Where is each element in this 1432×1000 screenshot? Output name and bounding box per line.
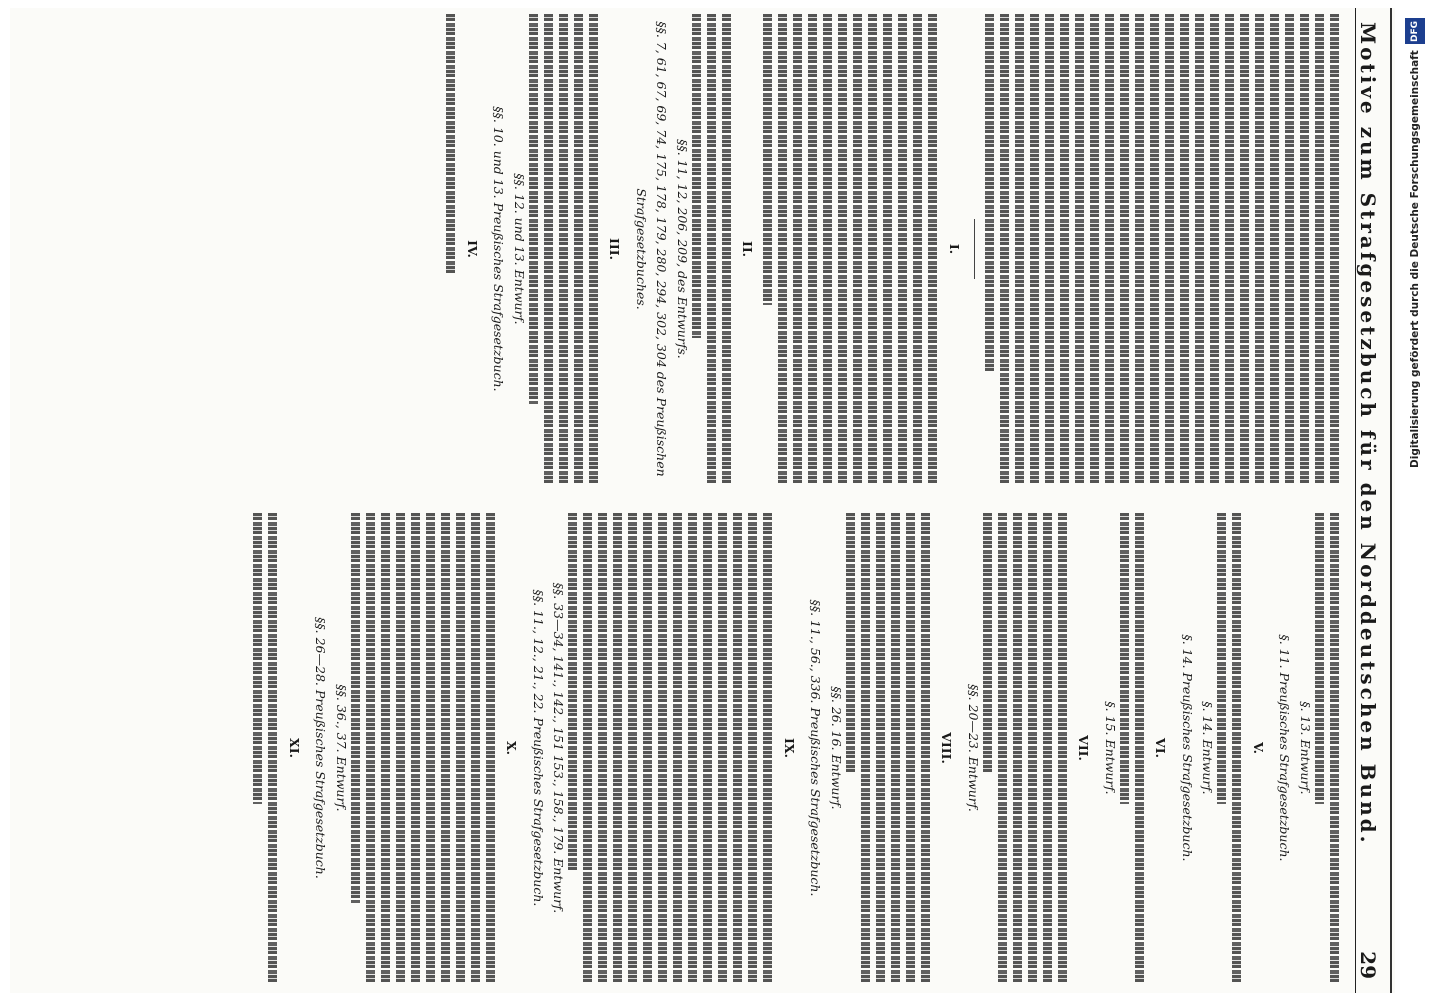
section-heading: XI. — [287, 738, 302, 758]
illegible-text-line — [1058, 513, 1067, 983]
page-header — [1355, 8, 1395, 993]
illegible-text-line — [1028, 513, 1037, 983]
illegible-text-line — [985, 14, 994, 371]
illegible-text-line — [983, 513, 992, 772]
right-text-column — [25, 513, 1345, 983]
section-heading: II. — [740, 240, 756, 258]
illegible-text-line — [366, 513, 375, 983]
statute-reference: §§. 26. 16. Entwurf. — [829, 686, 844, 810]
illegible-text-line — [1015, 14, 1024, 484]
illegible-text-line — [884, 14, 893, 484]
illegible-text-line — [1315, 14, 1324, 484]
illegible-text-line — [1090, 14, 1099, 484]
illegible-text-line — [584, 513, 593, 983]
illegible-text-line — [794, 14, 803, 484]
illegible-text-line — [1075, 14, 1084, 484]
illegible-text-line — [1013, 513, 1022, 983]
statute-reference: §. 14. Preußisches Strafgesetzbuch. — [1180, 634, 1195, 862]
illegible-text-line — [921, 513, 930, 983]
section-heading: V. — [1251, 742, 1266, 754]
illegible-text-line — [441, 513, 450, 983]
illegible-text-line — [599, 513, 608, 983]
illegible-text-line — [644, 513, 653, 983]
illegible-text-line — [929, 14, 938, 484]
illegible-text-line — [1120, 14, 1129, 484]
statute-reference: §§. 11, 12, 206, 209, des Entwurfs. — [675, 139, 690, 359]
illegible-text-line — [629, 513, 638, 983]
credit-text: Digitalisierung gefördert durch die Deutsche Forschungsgemeinschaft — [1409, 50, 1421, 468]
illegible-text-line — [269, 513, 278, 983]
section-heading: IX. — [782, 738, 797, 758]
statute-reference: §§. 7, 61, 67, 69, 74, 175, 178, 179, 280, 294, 302, 304 des Preußischen Strafgesetzbuches. — [634, 21, 670, 477]
illegible-text-line — [899, 14, 908, 484]
illegible-text-line — [869, 14, 878, 484]
illegible-text-line — [707, 14, 716, 484]
illegible-text-line — [411, 513, 420, 983]
illegible-text-line — [854, 14, 863, 484]
illegible-text-line — [891, 513, 900, 983]
illegible-text-line — [674, 513, 683, 983]
statute-reference: §. 14. Entwurf. — [1200, 701, 1216, 795]
illegible-text-line — [447, 14, 456, 273]
illegible-text-line — [559, 14, 568, 484]
illegible-text-line — [734, 513, 743, 983]
illegible-text-line — [589, 14, 598, 484]
illegible-text-line — [914, 14, 923, 484]
statute-reference: §. 13. Entwurf. — [1298, 701, 1313, 795]
illegible-text-line — [876, 513, 885, 983]
statute-reference: §§. 20—23. Entwurf. — [966, 684, 981, 812]
illegible-text-line — [1135, 14, 1144, 484]
illegible-text-line — [1120, 513, 1129, 804]
illegible-text-line — [1315, 513, 1324, 804]
illegible-text-line — [764, 513, 773, 983]
section-heading: I. — [947, 243, 962, 255]
illegible-text-line — [1270, 14, 1279, 484]
illegible-text-line — [906, 513, 915, 983]
illegible-text-line — [1045, 14, 1054, 484]
illegible-text-line — [1195, 14, 1204, 484]
illegible-text-line — [689, 513, 698, 983]
digitization-credit — [1404, 18, 1426, 978]
section-heading: IV. — [465, 240, 480, 258]
illegible-text-line — [1000, 14, 1009, 484]
section-heading: VIII. — [939, 732, 955, 764]
illegible-text-line — [614, 513, 623, 983]
illegible-text-line — [861, 513, 870, 983]
rotated-book-page — [10, 8, 1395, 993]
illegible-text-line — [1233, 513, 1242, 983]
statute-reference: §§. 36., 37. Entwurf. — [334, 684, 349, 812]
statute-reference: §§. 33—34, 141., 142., 151 153., 158., 179. Entwurf. — [551, 582, 567, 914]
illegible-text-line — [1060, 14, 1069, 484]
illegible-text-line — [254, 513, 263, 804]
section-heading: X. — [504, 740, 520, 756]
illegible-text-line — [764, 14, 773, 305]
section-heading: VI. — [1153, 738, 1169, 758]
illegible-text-line — [659, 513, 668, 983]
illegible-text-line — [1150, 14, 1159, 484]
illegible-text-line — [486, 513, 495, 983]
statute-reference: §. 11. Preußisches Strafgesetzbuch. — [1277, 634, 1293, 862]
left-text-column — [25, 14, 1345, 484]
illegible-text-line — [779, 14, 788, 484]
illegible-text-line — [1030, 14, 1039, 484]
illegible-text-line — [722, 14, 731, 484]
illegible-text-line — [381, 513, 390, 983]
illegible-text-line — [396, 513, 405, 983]
illegible-text-line — [471, 513, 480, 983]
illegible-text-line — [1218, 513, 1227, 804]
illegible-text-line — [1225, 14, 1234, 484]
illegible-text-line — [839, 14, 848, 484]
illegible-text-line — [1135, 513, 1144, 983]
statute-reference: §§. 11., 12., 21., 22. Preußisches Strafgesetzbuch. — [531, 589, 546, 907]
illegible-text-line — [692, 14, 701, 338]
illegible-text-line — [1330, 14, 1339, 484]
illegible-text-line — [1330, 513, 1339, 983]
statute-reference: §§. 10. und 13. Preußisches Strafgesetzbuch. — [491, 106, 507, 392]
section-heading: III. — [607, 238, 623, 260]
page-number: 29 — [1356, 951, 1380, 979]
separator-rule — [974, 219, 975, 279]
illegible-text-line — [544, 14, 553, 484]
illegible-text-line — [1180, 14, 1189, 484]
illegible-text-line — [569, 513, 578, 870]
illegible-text-line — [426, 513, 435, 983]
illegible-text-line — [574, 14, 583, 484]
dfg-logo: DFG — [1405, 18, 1425, 44]
statute-reference: §. 15. Entwurf. — [1103, 701, 1118, 795]
illegible-text-line — [1240, 14, 1249, 484]
illegible-text-line — [1165, 14, 1174, 484]
illegible-text-line — [1285, 14, 1294, 484]
illegible-text-line — [704, 513, 713, 983]
illegible-text-line — [749, 513, 758, 983]
statute-reference: §§. 26—28. Preußisches Strafgesetzbuch. — [313, 617, 329, 879]
statute-reference: §§. 12. und 13. Entwurf. — [512, 173, 527, 325]
illegible-text-line — [824, 14, 833, 484]
illegible-text-line — [351, 513, 360, 903]
illegible-text-line — [719, 513, 728, 983]
illegible-text-line — [1210, 14, 1219, 484]
illegible-text-line — [846, 513, 855, 772]
illegible-text-line — [998, 513, 1007, 983]
illegible-text-line — [529, 14, 538, 404]
section-heading: VII. — [1076, 735, 1092, 761]
illegible-text-line — [456, 513, 465, 983]
illegible-text-line — [1255, 14, 1264, 484]
page-edge-line — [1390, 8, 1392, 993]
illegible-text-line — [1300, 14, 1309, 484]
illegible-text-line — [809, 14, 818, 484]
statute-reference: §§. 11., 56., 336. Preußisches Strafgesetzbuch. — [808, 599, 824, 897]
illegible-text-line — [1105, 14, 1114, 484]
running-title: Motive zum Strafgesetzbuch für den Norddeutschen Bund. — [1356, 22, 1380, 846]
illegible-text-line — [1043, 513, 1052, 983]
